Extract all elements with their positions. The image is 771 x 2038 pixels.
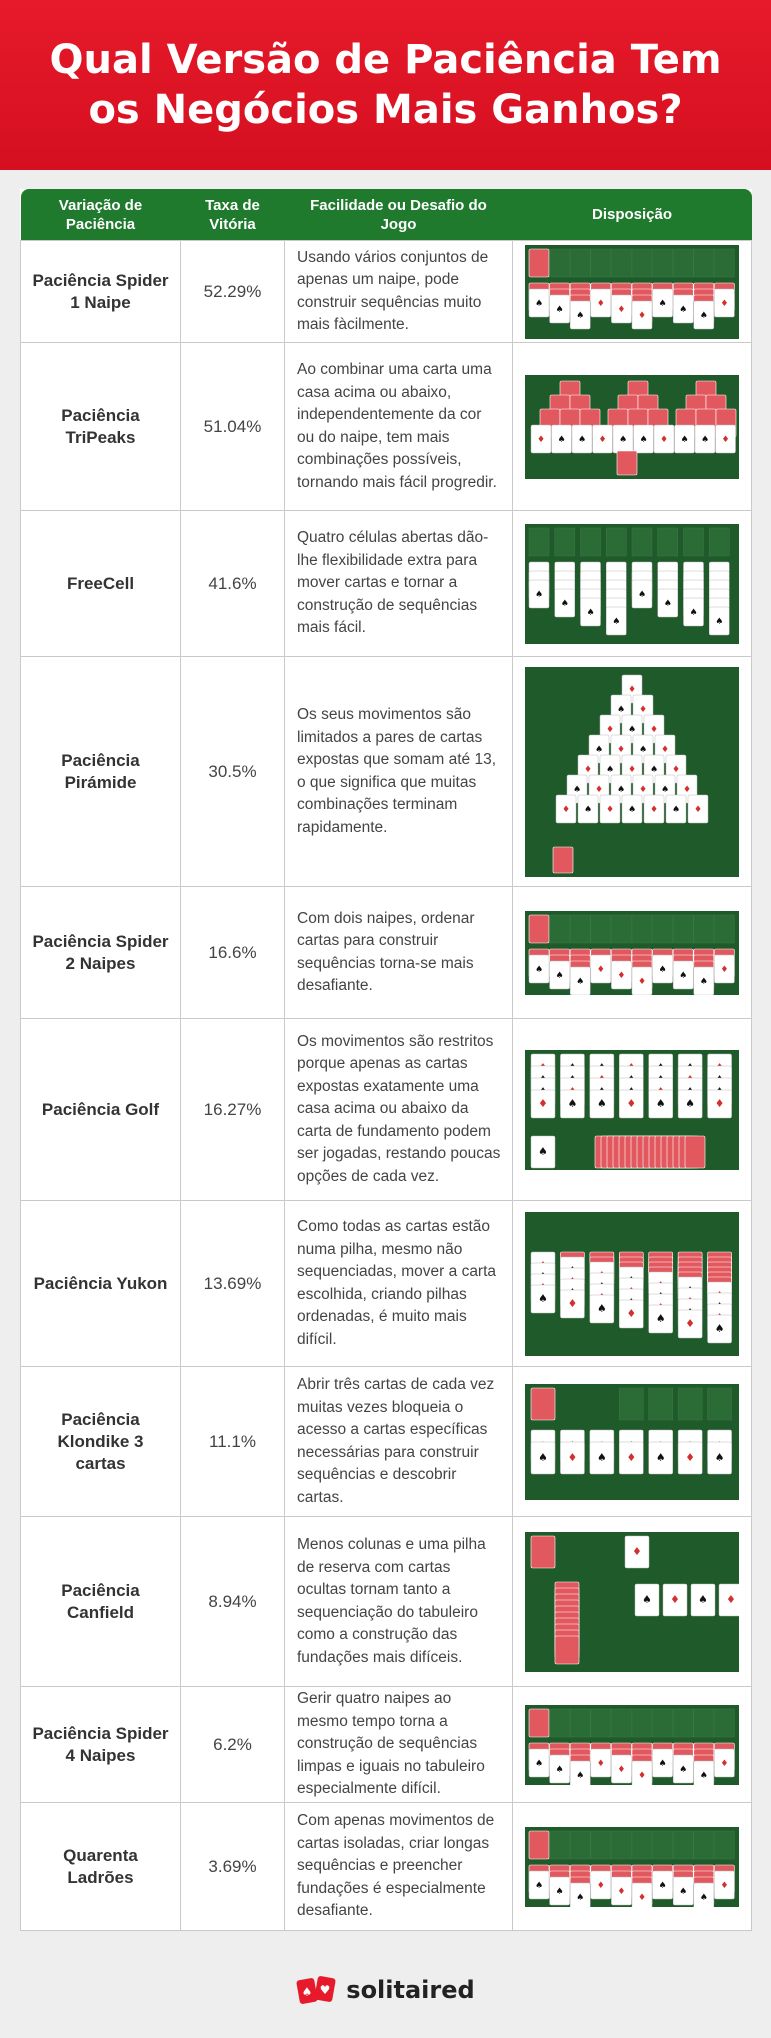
svg-text:♠: ♠ xyxy=(627,804,637,815)
stock-card-back xyxy=(529,249,549,277)
svg-text:♠: ♠ xyxy=(538,1450,548,1464)
svg-text:♠: ♠ xyxy=(616,784,626,795)
svg-text:♠: ♠ xyxy=(679,970,688,981)
variation-name: Quarenta Ladrões xyxy=(21,1803,181,1931)
tripeaks-board xyxy=(525,375,739,479)
svg-text:♦: ♦ xyxy=(685,1316,695,1330)
svg-text:♦: ♦ xyxy=(714,1096,725,1110)
svg-text:♠: ♠ xyxy=(557,434,566,445)
svg-text:♦: ♦ xyxy=(596,1758,605,1769)
page-title: Qual Versão de Paciência Tem os Negócios Mais Ganhos? xyxy=(49,37,722,133)
svg-text:♦: ♦ xyxy=(583,764,593,775)
svg-text:♠: ♠ xyxy=(658,1758,667,1769)
forty-thieves-board xyxy=(525,1827,739,1907)
stock-card-back xyxy=(529,1709,549,1737)
svg-text:♠: ♠ xyxy=(586,607,595,618)
svg-text:♠: ♠ xyxy=(576,1892,585,1903)
svg-text:♦: ♦ xyxy=(720,1880,729,1891)
svg-text:♦: ♦ xyxy=(660,744,670,755)
svg-text:♦: ♦ xyxy=(627,764,637,775)
svg-text:♦: ♦ xyxy=(598,434,607,445)
win-rate: 3.69% xyxy=(181,1803,285,1931)
svg-text:♠: ♠ xyxy=(685,1096,695,1110)
svg-text:♦: ♦ xyxy=(596,1880,605,1891)
svg-text:♠: ♠ xyxy=(699,1892,708,1903)
layout-cell xyxy=(513,1019,752,1201)
svg-text:♥: ♥ xyxy=(319,1983,331,1997)
difficulty-description: Como todas as cartas estão numa pilha, mesmo não sequenciadas, mover a carta escolhida, criando pilhas ordenadas, é muito mais difícil. xyxy=(285,1201,513,1367)
svg-text:♠: ♠ xyxy=(555,1886,564,1897)
svg-text:♦: ♦ xyxy=(637,1770,647,1781)
table-row xyxy=(21,1367,752,1517)
win-rate: 41.6% xyxy=(181,511,285,657)
layout-cell xyxy=(513,1803,752,1931)
svg-text:♦: ♦ xyxy=(637,1892,647,1903)
difficulty-description: Menos colunas e uma pilha de reserva com cartas ocultas tornam tanto a sequenciação do tabuleiro como a construção das fundações mais difíceis. xyxy=(285,1517,513,1687)
svg-text:♠: ♠ xyxy=(534,298,544,309)
win-rate: 51.04% xyxy=(181,343,285,511)
svg-text:♦: ♦ xyxy=(685,1450,695,1464)
svg-text:♠: ♠ xyxy=(555,1764,564,1775)
svg-text:♦: ♦ xyxy=(638,784,648,795)
pyramid-board xyxy=(525,667,739,877)
svg-text:♦: ♦ xyxy=(627,684,637,695)
table-row xyxy=(21,657,752,887)
svg-text:♦: ♦ xyxy=(649,724,659,735)
difficulty-description: Usando vários conjuntos de apenas um naipe, pode construir sequências muito mais fàcilmente. xyxy=(285,241,513,343)
svg-text:♦: ♦ xyxy=(617,1886,626,1897)
svg-text:♠: ♠ xyxy=(616,704,626,715)
svg-text:♦: ♦ xyxy=(671,764,681,775)
svg-text:♠: ♠ xyxy=(679,304,688,315)
stock-card-back xyxy=(553,847,573,873)
svg-text:♦: ♦ xyxy=(596,964,605,975)
win-rate: 6.2% xyxy=(181,1687,285,1803)
difficulty-description: Os seus movimentos são limitados a pares de cartas expostas que somam até 13, o que significa que muitas combinações terminam rapidamente. xyxy=(285,657,513,887)
svg-text:♦: ♦ xyxy=(567,1296,578,1310)
svg-text:♠: ♠ xyxy=(555,970,564,981)
svg-text:♦: ♦ xyxy=(659,434,669,445)
svg-text:♦: ♦ xyxy=(637,976,647,987)
table-row xyxy=(21,1019,752,1201)
canfield-board xyxy=(525,1532,739,1672)
svg-text:♦: ♦ xyxy=(605,804,615,815)
svg-text:♠: ♠ xyxy=(538,1144,548,1158)
svg-text:♠: ♠ xyxy=(699,976,708,987)
svg-text:♠: ♠ xyxy=(637,589,647,600)
svg-text:♠: ♠ xyxy=(679,1886,688,1897)
layout-cell xyxy=(513,1367,752,1517)
difficulty-description: Gerir quatro naipes ao mesmo tempo torna a construção de sequências limpas e iguais no tabuleiro especialmente difícil. xyxy=(285,1687,513,1803)
svg-text:♠: ♠ xyxy=(576,976,585,987)
svg-text:♠: ♠ xyxy=(658,964,667,975)
svg-text:♦: ♦ xyxy=(638,704,648,715)
svg-text:♠: ♠ xyxy=(597,1301,607,1315)
stock-card-back xyxy=(617,451,637,475)
svg-text:♠: ♠ xyxy=(583,804,593,815)
svg-text:♠: ♠ xyxy=(627,724,637,735)
layout-cell xyxy=(513,1517,752,1687)
svg-text:♠: ♠ xyxy=(572,784,582,795)
svg-text:♦: ♦ xyxy=(626,1306,637,1320)
svg-text:♦: ♦ xyxy=(720,298,729,309)
solitaired-logo-icon xyxy=(296,1975,338,2005)
svg-text:♠: ♠ xyxy=(301,1985,313,1999)
table-row xyxy=(21,343,752,511)
svg-text:♠: ♠ xyxy=(597,1096,607,1110)
svg-text:♠: ♠ xyxy=(577,434,587,445)
win-rate: 8.94% xyxy=(181,1517,285,1687)
spider-2-suit-board xyxy=(525,911,739,995)
svg-text:♦: ♦ xyxy=(670,1592,680,1606)
layout-cell xyxy=(513,241,752,343)
svg-text:♦: ♦ xyxy=(726,1592,736,1606)
svg-text:♦: ♦ xyxy=(721,434,730,445)
svg-text:♠: ♠ xyxy=(534,1758,544,1769)
variation-name: Paciência TriPeaks xyxy=(21,343,181,511)
svg-text:♦: ♦ xyxy=(538,1096,548,1110)
freecell-board xyxy=(525,524,739,644)
svg-text:♠: ♠ xyxy=(679,1764,688,1775)
svg-text:♠: ♠ xyxy=(698,1592,708,1606)
footer-brand xyxy=(0,1975,771,2005)
stock-card-back xyxy=(529,1831,549,1859)
comparison-table xyxy=(20,189,752,1931)
svg-text:♠: ♠ xyxy=(534,1880,544,1891)
svg-text:♠: ♠ xyxy=(576,310,585,321)
column-header-layout: Disposição xyxy=(513,189,752,241)
svg-text:♠: ♠ xyxy=(699,310,708,321)
layout-cell xyxy=(513,657,752,887)
table-row xyxy=(21,241,752,343)
svg-text:♦: ♦ xyxy=(605,724,615,735)
svg-text:♠: ♠ xyxy=(699,1770,708,1781)
svg-text:♠: ♠ xyxy=(714,1450,725,1464)
svg-text:♦: ♦ xyxy=(617,970,626,981)
variation-name: Paciência Golf xyxy=(21,1019,181,1201)
layout-cell xyxy=(513,887,752,1019)
table-row xyxy=(21,1803,752,1931)
win-rate: 30.5% xyxy=(181,657,285,887)
svg-text:♠: ♠ xyxy=(638,744,648,755)
svg-text:♠: ♠ xyxy=(649,764,659,775)
column-header-win-rate: Taxa de Vitória xyxy=(181,189,285,241)
spider-1-suit-board xyxy=(525,245,739,339)
layout-cell xyxy=(513,1201,752,1367)
table-row xyxy=(21,511,752,657)
svg-text:♠: ♠ xyxy=(660,784,670,795)
title-banner xyxy=(0,0,771,170)
svg-text:♠: ♠ xyxy=(534,589,544,600)
svg-text:♠: ♠ xyxy=(597,1450,607,1464)
svg-text:♠: ♠ xyxy=(560,598,569,609)
variation-name: Paciência Spider 4 Naipes xyxy=(21,1687,181,1803)
svg-text:♠: ♠ xyxy=(655,1311,666,1325)
stock-card-back xyxy=(685,1136,705,1168)
win-rate: 13.69% xyxy=(181,1201,285,1367)
svg-text:♠: ♠ xyxy=(612,616,621,627)
spider-4-suit-board xyxy=(525,1705,739,1785)
svg-text:♠: ♠ xyxy=(700,434,710,445)
svg-text:♠: ♠ xyxy=(680,434,689,445)
difficulty-description: Quatro células abertas dão-lhe flexibilidade extra para mover cartas e tornar a construção de sequências mais fácil. xyxy=(285,511,513,657)
svg-text:♠: ♠ xyxy=(715,616,724,627)
svg-text:♠: ♠ xyxy=(567,1096,578,1110)
svg-text:♦: ♦ xyxy=(720,964,729,975)
variation-name: Paciência Pirámide xyxy=(21,657,181,887)
table-row xyxy=(21,887,752,1019)
difficulty-description: Com dois naipes, ordenar cartas para construir sequências torna-se mais desafiante. xyxy=(285,887,513,1019)
svg-text:♠: ♠ xyxy=(689,607,698,618)
svg-text:♠: ♠ xyxy=(714,1321,725,1335)
svg-text:♠: ♠ xyxy=(658,1880,667,1891)
variation-name: Paciência Spider 2 Naipes xyxy=(21,887,181,1019)
reserve-card-back xyxy=(555,1636,579,1664)
svg-text:♠: ♠ xyxy=(658,298,667,309)
svg-text:♠: ♠ xyxy=(576,1770,585,1781)
svg-text:♦: ♦ xyxy=(632,1544,642,1558)
svg-text:♦: ♦ xyxy=(693,804,703,815)
column-header-difficulty: Facilidade ou Desafio do Jogo xyxy=(285,189,513,241)
win-rate: 16.6% xyxy=(181,887,285,1019)
column-header-variation: Variação de Paciência xyxy=(21,189,181,241)
table-row xyxy=(21,1201,752,1367)
difficulty-description: Abrir três cartas de cada vez muitas vezes bloqueia o acesso a cartas específicas necessárias para construir sequências e descobrir cartas. xyxy=(285,1367,513,1517)
svg-text:♦: ♦ xyxy=(626,1450,637,1464)
difficulty-description: Os movimentos são restritos porque apenas as cartas expostas exatamente uma casa acima ou abaixo da carta de fundamento podem ser jogadas, restando poucas opções de cada vez. xyxy=(285,1019,513,1201)
golf-board xyxy=(525,1050,739,1170)
stock-card-back xyxy=(531,1388,555,1420)
svg-text:♦: ♦ xyxy=(596,298,605,309)
svg-text:♦: ♦ xyxy=(594,784,604,795)
stock-card-back xyxy=(529,915,549,943)
svg-text:♦: ♦ xyxy=(617,1764,626,1775)
svg-text:♠: ♠ xyxy=(618,434,628,445)
svg-text:♠: ♠ xyxy=(655,1096,666,1110)
brand-name: solitaired xyxy=(346,1976,475,2004)
svg-text:♠: ♠ xyxy=(642,1592,652,1606)
svg-text:♠: ♠ xyxy=(655,1450,666,1464)
svg-text:♦: ♦ xyxy=(637,310,647,321)
yukon-board xyxy=(525,1212,739,1356)
stock-card-back xyxy=(531,1536,555,1568)
difficulty-description: Com apenas movimentos de cartas isoladas, criar longas sequências e preencher fundações é especialmente desafiante. xyxy=(285,1803,513,1931)
svg-text:♠: ♠ xyxy=(671,804,681,815)
svg-text:♦: ♦ xyxy=(720,1758,729,1769)
variation-name: Paciência Klondike 3 cartas xyxy=(21,1367,181,1517)
variation-name: Paciência Yukon xyxy=(21,1201,181,1367)
klondike-board xyxy=(525,1384,739,1500)
svg-text:♦: ♦ xyxy=(616,744,626,755)
svg-text:♦: ♦ xyxy=(682,784,692,795)
svg-text:♦: ♦ xyxy=(536,434,546,445)
svg-text:♠: ♠ xyxy=(538,1291,548,1305)
variation-name: FreeCell xyxy=(21,511,181,657)
svg-text:♠: ♠ xyxy=(594,744,604,755)
win-rate: 11.1% xyxy=(181,1367,285,1517)
svg-text:♦: ♦ xyxy=(617,304,626,315)
win-rate: 16.27% xyxy=(181,1019,285,1201)
svg-text:♠: ♠ xyxy=(663,598,672,609)
svg-text:♦: ♦ xyxy=(626,1096,637,1110)
svg-text:♠: ♠ xyxy=(555,304,564,315)
variation-name: Paciência Canfield xyxy=(21,1517,181,1687)
svg-text:♦: ♦ xyxy=(649,804,659,815)
layout-cell xyxy=(513,511,752,657)
table-header-row xyxy=(21,189,752,241)
layout-cell xyxy=(513,343,752,511)
svg-text:♠: ♠ xyxy=(639,434,648,445)
table-row xyxy=(21,1517,752,1687)
svg-text:♠: ♠ xyxy=(534,964,544,975)
win-rate: 52.29% xyxy=(181,241,285,343)
svg-text:♠: ♠ xyxy=(605,764,615,775)
svg-text:♦: ♦ xyxy=(567,1450,578,1464)
comparison-table-container xyxy=(20,189,751,1931)
difficulty-description: Ao combinar uma carta uma casa acima ou abaixo, independentemente da cor ou do naipe, tem mais combinações possíveis, tornando mais fácil progredir. xyxy=(285,343,513,511)
layout-cell xyxy=(513,1687,752,1803)
svg-text:♦: ♦ xyxy=(561,804,571,815)
variation-name: Paciência Spider 1 Naipe xyxy=(21,241,181,343)
table-row xyxy=(21,1687,752,1803)
